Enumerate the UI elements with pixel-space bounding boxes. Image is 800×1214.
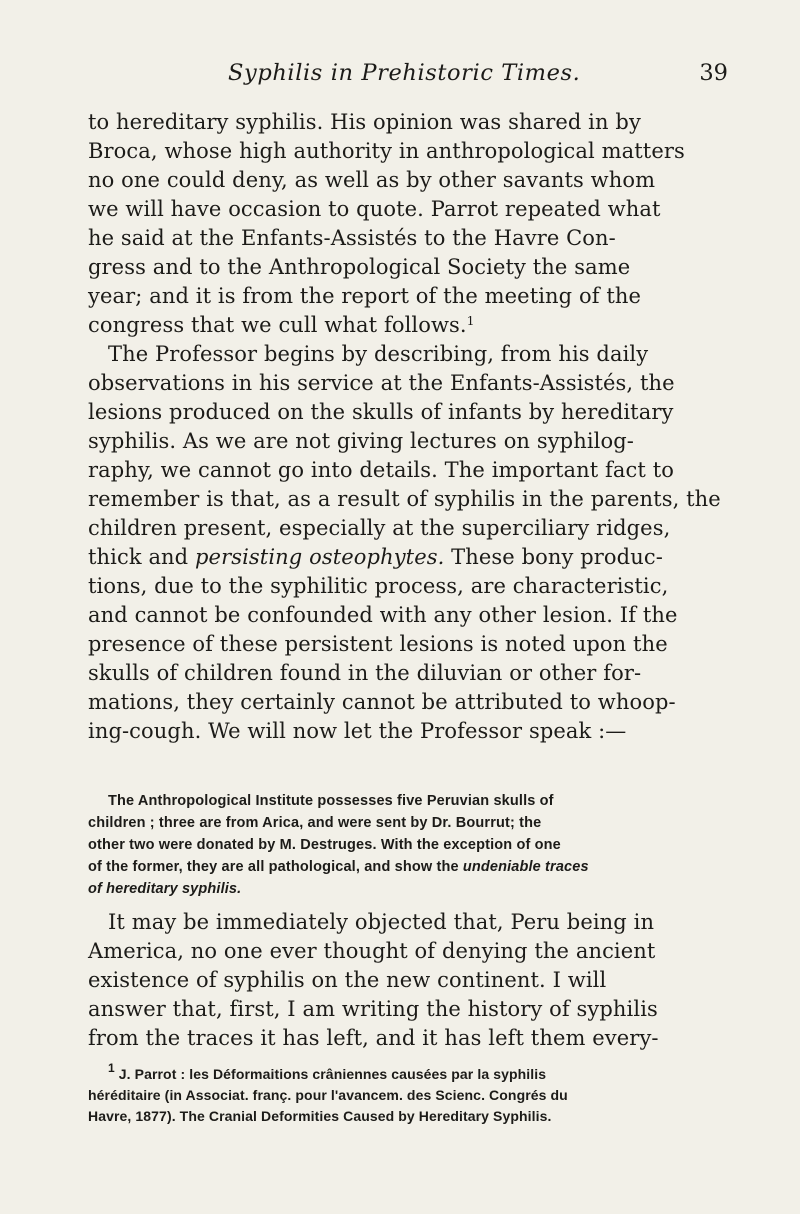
text-line: we will have occasion to quote. Parrot repeated what — [88, 197, 661, 221]
quote-line: of hereditary syphilis. — [88, 881, 242, 897]
text-line: The Professor begins by describing, from his daily — [108, 342, 649, 366]
line-text: These bony produc- — [444, 545, 663, 569]
text-line: gress and to the Anthropological Society the same — [88, 255, 631, 279]
text-line: children present, especially at the superciliary ridges, — [88, 516, 671, 540]
quote-line — [88, 856, 728, 878]
text-line: he said at the Enfants-Assistés to the Havre Con- — [88, 226, 616, 250]
text-line: presence of these persistent lesions is noted upon the — [88, 632, 668, 656]
text-line: existence of syphilis on the new continent. I will — [88, 968, 607, 992]
text-line: syphilis. As we are not giving lectures on syphilog- — [88, 429, 634, 453]
body-paragraphs — [88, 108, 728, 746]
text-line: no one could deny, as well as by other savants whom — [88, 168, 656, 192]
line-text: congress that we cull what follows. — [88, 313, 467, 337]
text-line: remember is that, as a result of syphilis in the parents, the — [88, 487, 721, 511]
text-line: Broca, whose high authority in anthropological matters — [88, 139, 685, 163]
quote-line: other two were donated by M. Destruges. With the exception of one — [88, 837, 561, 853]
quote-text: of the former, they are all pathological, and show the — [88, 859, 463, 875]
footnote-marker: 1 — [108, 1061, 115, 1075]
text-line: America, no one ever thought of denying the ancient — [88, 939, 656, 963]
text-line: and cannot be confounded with any other lesion. If the — [88, 603, 678, 627]
line-text: thick and — [88, 545, 196, 569]
text-line: tions, due to the syphilitic process, are characteristic, — [88, 574, 669, 598]
paragraph-2 — [88, 340, 728, 746]
text-line: answer that, first, I am writing the history of syphilis — [88, 997, 658, 1021]
footnote-reference: 1 — [466, 314, 475, 328]
text-line: ing-cough. We will now let the Professor speak :— — [88, 719, 627, 743]
footnote-text: J. Parrot : les Déformaitions crâniennes causées par la syphilis — [114, 1066, 547, 1082]
quote-line: The Anthropological Institute possesses five Peruvian skulls of — [108, 793, 554, 809]
footnote-line: Havre, 1877). The Cranial Deformities Caused by Hereditary Syphilis. — [88, 1108, 552, 1124]
text-line: lesions produced on the skulls of infants by hereditary — [88, 400, 674, 424]
emphasis-text: persisting osteophytes. — [195, 545, 445, 569]
text-line: mations, they certainly cannot be attributed to whoop- — [88, 690, 676, 714]
running-title: Syphilis in Prehistoric Times. — [228, 60, 581, 86]
footnote-line — [88, 1061, 728, 1085]
footnote-line: héréditaire (in Associat. franç. pour l'avancem. des Scienc. Congrés du — [88, 1087, 568, 1103]
footnote — [88, 1061, 728, 1127]
text-line — [88, 311, 728, 340]
page-number: 39 — [699, 60, 728, 86]
text-line: observations in his service at the Enfants-Assistés, the — [88, 371, 675, 395]
text-line: from the traces it has left, and it has left them every- — [88, 1026, 659, 1050]
text-line: skulls of children found in the diluvian or other for- — [88, 661, 642, 685]
paragraph-1 — [88, 108, 728, 340]
text-line: It may be immediately objected that, Peru being in — [108, 910, 655, 934]
text-line: raphy, we cannot go into details. The important fact to — [88, 458, 675, 482]
page-header — [88, 56, 728, 90]
text-line — [88, 543, 728, 572]
block-quote — [88, 790, 728, 900]
paragraph-3 — [88, 908, 728, 1053]
emphasis-text: undeniable traces — [462, 859, 589, 875]
text-line: to hereditary syphilis. His opinion was shared in by — [88, 110, 641, 134]
quote-line: children ; three are from Arica, and were sent by Dr. Bourrut; the — [88, 815, 542, 831]
text-line: year; and it is from the report of the meeting of the — [88, 284, 642, 308]
